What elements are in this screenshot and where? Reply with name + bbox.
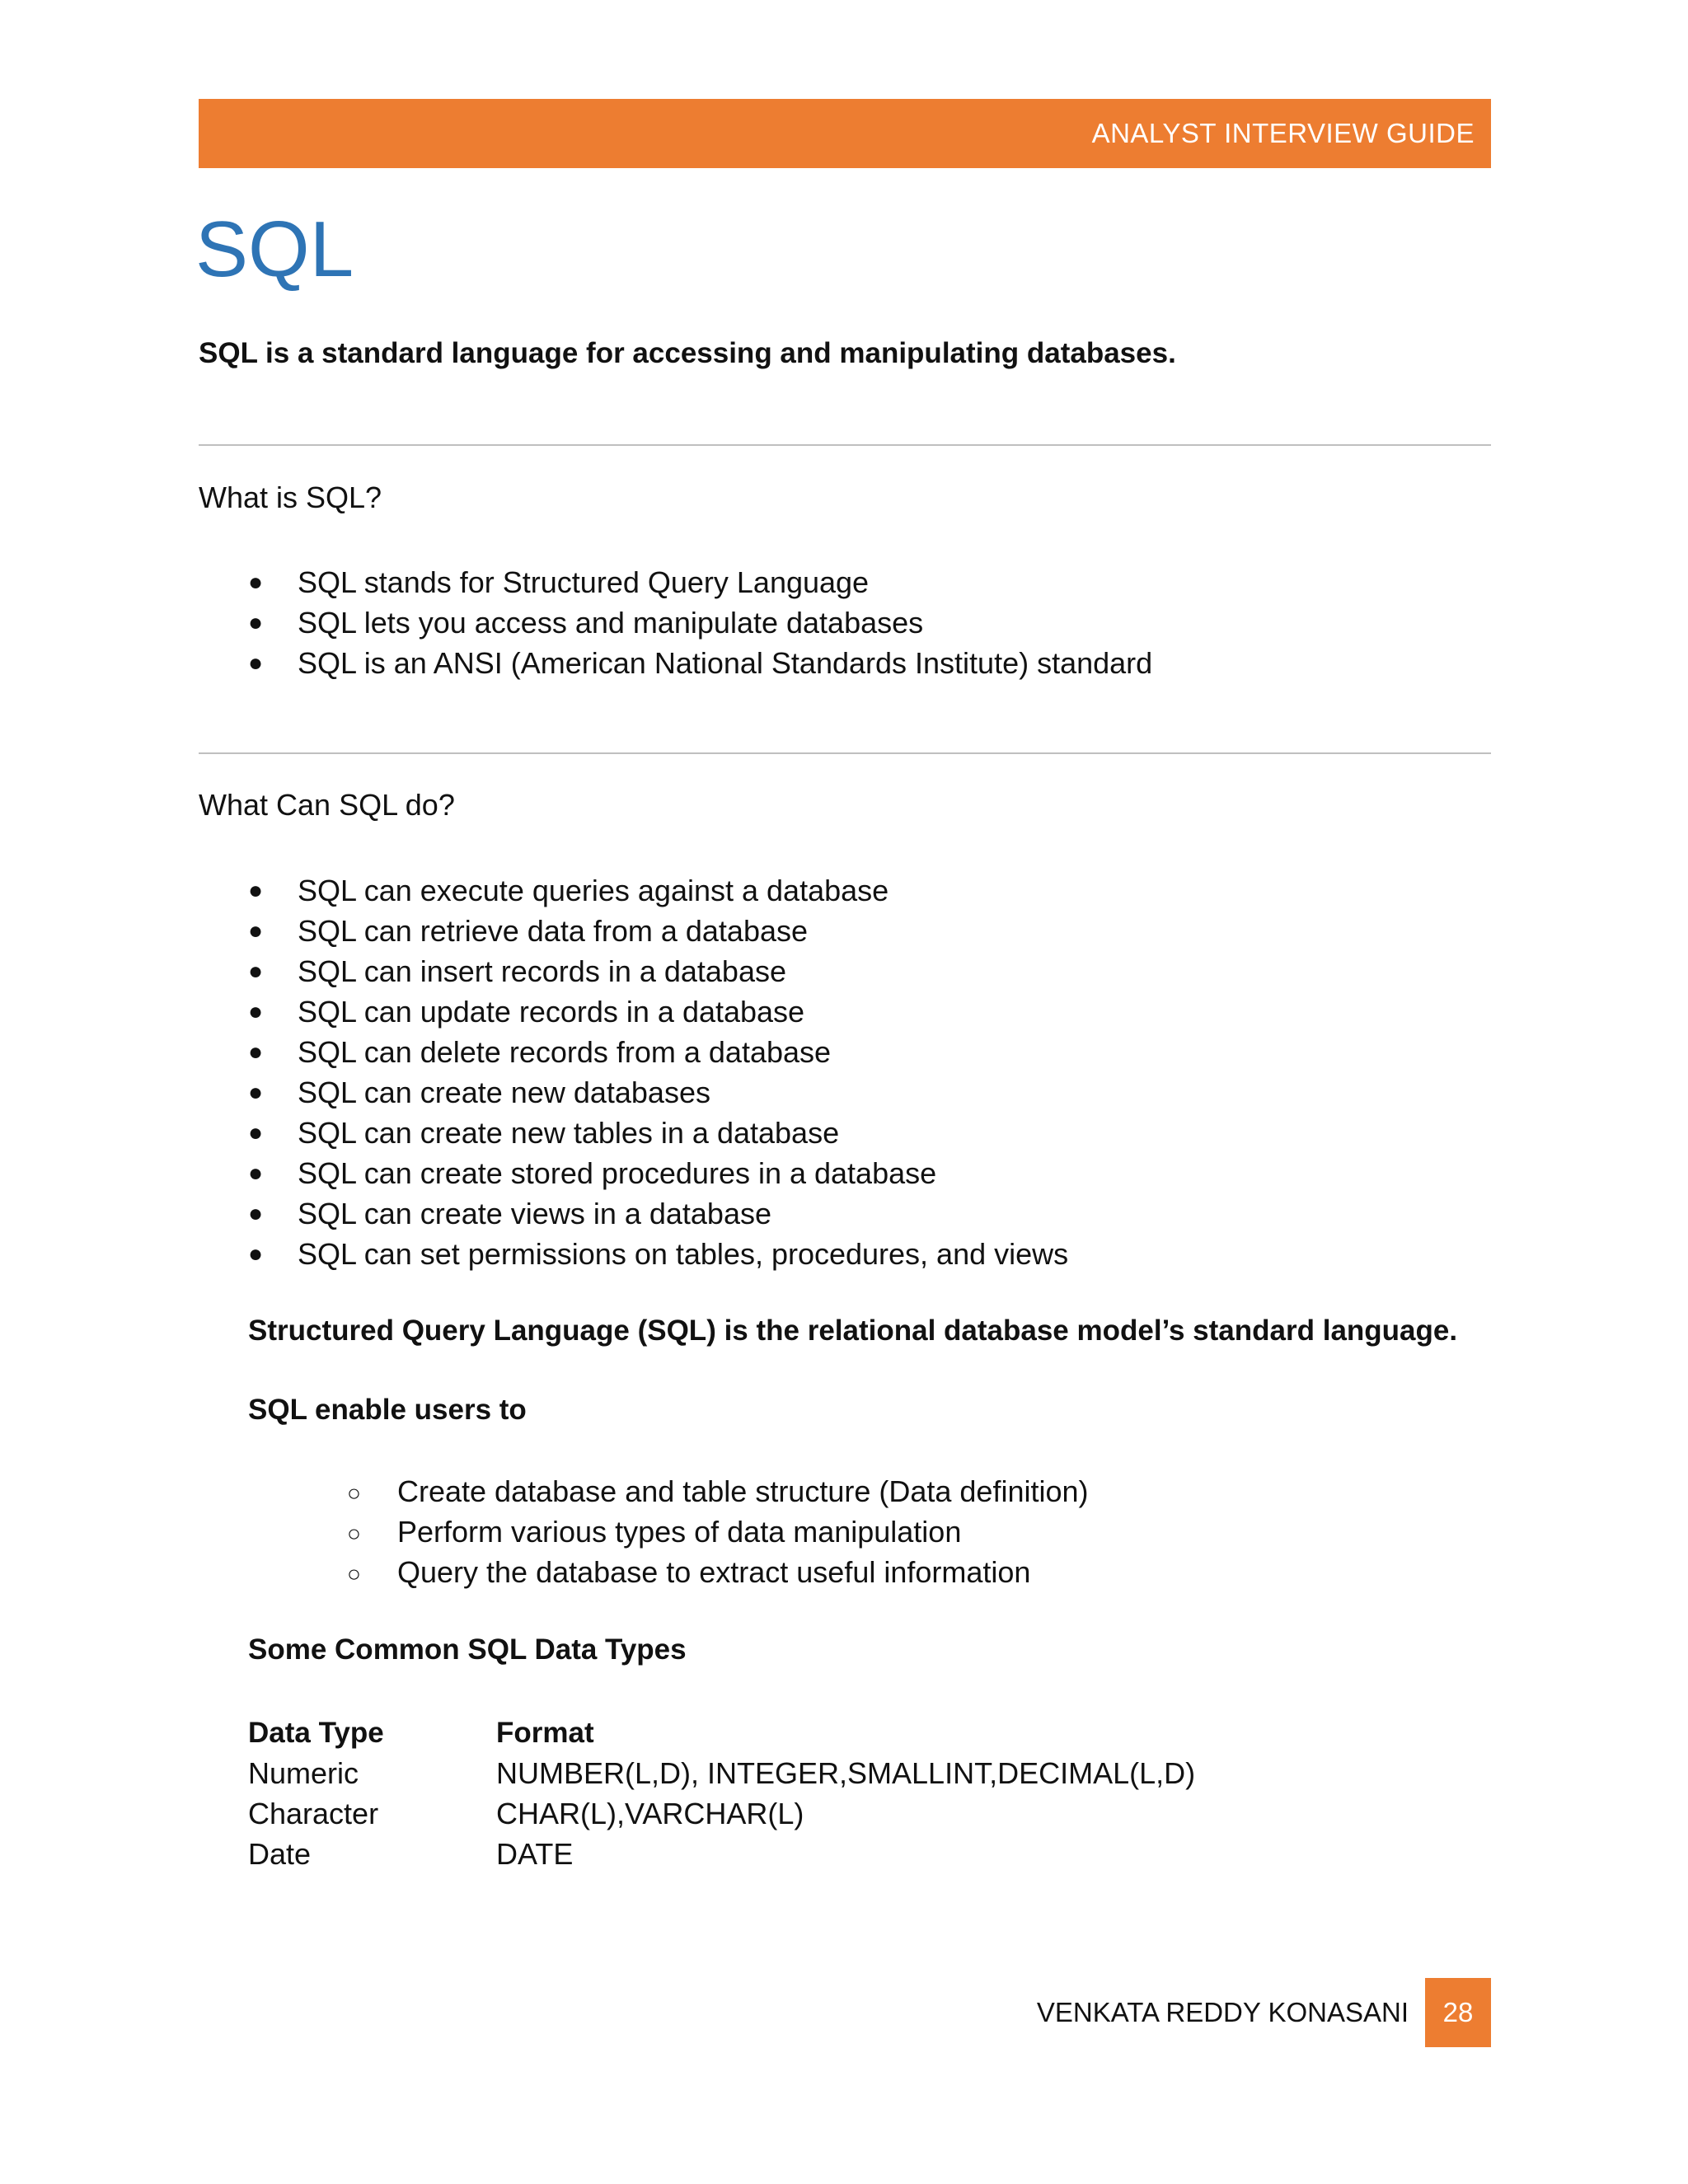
list-item-text: SQL can insert records in a database xyxy=(298,954,786,988)
page-subtitle: SQL is a standard language for accessing and manipulating databases. xyxy=(199,337,1176,369)
divider xyxy=(199,444,1491,446)
list-item-text: Perform various types of data manipulation xyxy=(397,1515,962,1549)
list-item xyxy=(248,1471,1089,1511)
data-types-heading: Some Common SQL Data Types xyxy=(248,1633,687,1666)
table-cell: CHAR(L),VARCHAR(L) xyxy=(496,1797,804,1830)
list-item xyxy=(199,870,1068,911)
list-item xyxy=(199,1113,1068,1153)
list-item xyxy=(199,1234,1068,1274)
what-is-sql-list xyxy=(199,562,1152,683)
list-item-text: SQL can retrieve data from a database xyxy=(298,914,809,948)
bullet-icon: ● xyxy=(248,1160,264,1187)
list-item-text: SQL is an ANSI (American National Standards Institute) standard xyxy=(298,646,1153,680)
table-cell: Character xyxy=(248,1797,379,1830)
table-row xyxy=(248,1753,1195,1793)
list-item-text: Query the database to extract useful information xyxy=(397,1555,1031,1589)
header-bar xyxy=(199,99,1491,168)
header-title: ANALYST INTERVIEW GUIDE xyxy=(1091,118,1475,148)
list-item xyxy=(248,1552,1089,1592)
list-item-text: SQL can set permissions on tables, procedures, and views xyxy=(298,1237,1069,1271)
table-cell: DATE xyxy=(496,1837,574,1871)
bullet-icon: ● xyxy=(248,1119,264,1146)
list-item xyxy=(199,991,1068,1032)
list-item-text: SQL can create new tables in a database xyxy=(298,1116,840,1150)
list-item xyxy=(199,1153,1068,1193)
list-item xyxy=(248,1511,1089,1552)
footer-author: VENKATA REDDY KONASANI xyxy=(1036,1997,1409,2027)
circle-bullet-icon: ○ xyxy=(347,1521,361,1546)
list-item xyxy=(199,951,1068,991)
enable-list xyxy=(248,1471,1089,1592)
list-item-text: SQL can create new databases xyxy=(298,1076,710,1109)
bullet-icon: ● xyxy=(248,1038,264,1066)
circle-bullet-icon: ○ xyxy=(347,1561,361,1586)
list-item xyxy=(199,562,1152,602)
bullet-icon: ● xyxy=(248,649,264,677)
page-number-badge: 28 xyxy=(1425,1978,1491,2047)
list-item xyxy=(199,1032,1068,1072)
list-item-text: SQL stands for Structured Query Language xyxy=(298,565,870,599)
list-item xyxy=(199,1072,1068,1113)
table-header-row xyxy=(248,1713,1195,1753)
bullet-icon: ● xyxy=(248,877,264,904)
list-item-text: SQL lets you access and manipulate databases xyxy=(298,606,924,640)
divider xyxy=(199,752,1491,754)
list-item xyxy=(199,1193,1068,1234)
statement: Structured Query Language (SQL) is the relational database model’s standard language. xyxy=(248,1315,1458,1347)
list-item-text: SQL can create views in a database xyxy=(298,1197,771,1230)
list-item xyxy=(199,602,1152,643)
section-heading-what-can-sql-do: What Can SQL do? xyxy=(199,788,455,822)
bullet-icon: ● xyxy=(248,1240,264,1268)
section-heading-what-is-sql: What is SQL? xyxy=(199,480,382,514)
table-cell: NUMBER(L,D), INTEGER,SMALLINT,DECIMAL(L,D) xyxy=(496,1756,1196,1790)
bullet-icon: ● xyxy=(248,1200,264,1227)
column-header: Data Type xyxy=(248,1717,384,1749)
column-header: Format xyxy=(496,1717,594,1749)
bullet-icon: ● xyxy=(248,569,264,596)
enable-heading: SQL enable users to xyxy=(248,1394,527,1426)
data-types-table xyxy=(248,1713,1195,1874)
table-row xyxy=(248,1834,1195,1874)
circle-bullet-icon: ○ xyxy=(347,1480,361,1506)
bullet-icon: ● xyxy=(248,998,264,1025)
list-item xyxy=(199,643,1152,683)
bullet-icon: ● xyxy=(248,1079,264,1106)
what-can-sql-do-list xyxy=(199,870,1068,1274)
table-cell: Date xyxy=(248,1837,312,1871)
list-item-text: SQL can delete records from a database xyxy=(298,1035,832,1069)
page-footer xyxy=(1037,1978,1491,2047)
table-row xyxy=(248,1793,1195,1834)
page-title: SQL xyxy=(195,205,354,293)
bullet-icon: ● xyxy=(248,609,264,636)
list-item-text: SQL can update records in a database xyxy=(298,995,805,1029)
bullet-icon: ● xyxy=(248,958,264,985)
list-item-text: Create database and table structure (Data definition) xyxy=(397,1474,1089,1508)
table-cell: Numeric xyxy=(248,1756,359,1790)
list-item-text: SQL can create stored procedures in a database xyxy=(298,1156,937,1190)
list-item-text: SQL can execute queries against a database xyxy=(298,874,889,907)
list-item xyxy=(199,911,1068,951)
bullet-icon: ● xyxy=(248,917,264,944)
